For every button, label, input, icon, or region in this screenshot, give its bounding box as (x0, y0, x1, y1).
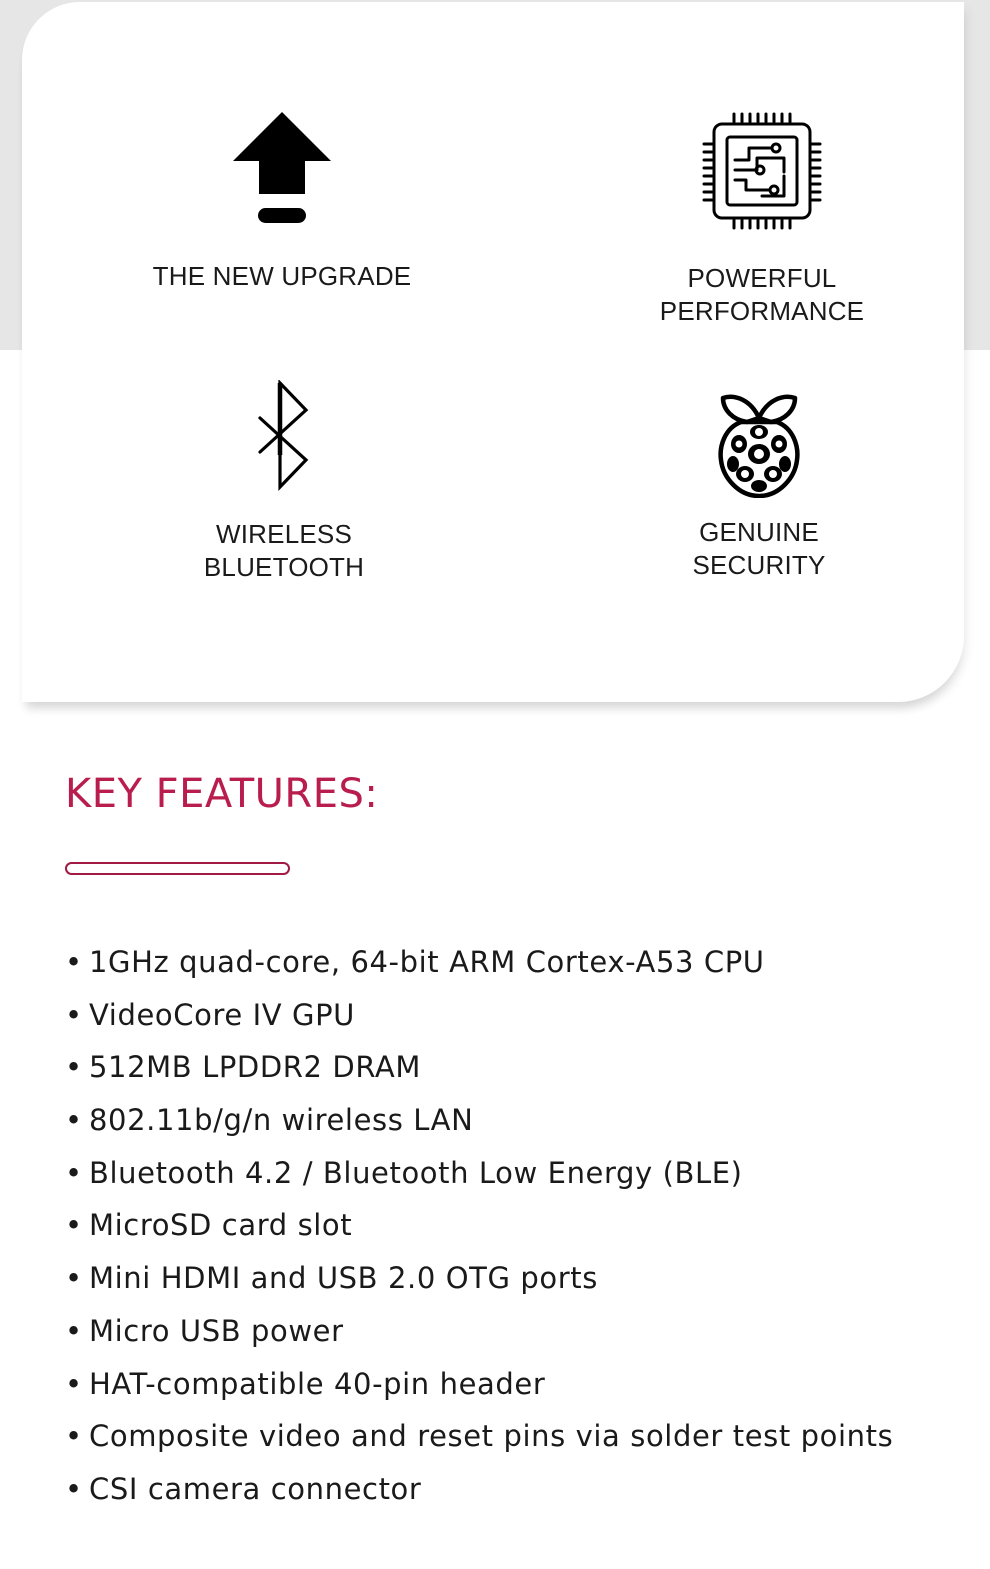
bullet: • (65, 1366, 83, 1401)
list-item-text: CSI camera connector (89, 1471, 422, 1506)
feature-new-upgrade (132, 112, 432, 293)
bullet: • (65, 1155, 83, 1190)
list-item-text: VideoCore IV GPU (89, 997, 355, 1032)
bullet: • (65, 1208, 83, 1243)
feature-wireless-bluetooth (134, 380, 434, 584)
list-item (65, 1358, 893, 1411)
list-item (65, 1305, 893, 1358)
arrow-up-icon (232, 112, 332, 224)
bullet: • (65, 1103, 83, 1138)
heading-underline-bar (65, 862, 290, 875)
bullet: • (65, 997, 83, 1032)
cpu-chip-icon (702, 112, 822, 230)
key-features-list (65, 936, 893, 1516)
bullet: • (65, 1419, 83, 1454)
list-item-text: HAT-compatible 40-pin header (89, 1366, 546, 1401)
bullet: • (65, 1313, 83, 1348)
feature-label: POWERFUL PERFORMANCE (659, 263, 865, 326)
list-item (65, 1147, 893, 1200)
list-item-text: Composite video and reset pins via solder test points (89, 1419, 894, 1454)
feature-label: GENUINE SECURITY (692, 517, 826, 580)
bullet: • (65, 1261, 83, 1296)
bullet: • (65, 1471, 83, 1506)
list-item (65, 1463, 893, 1516)
list-item-text: Mini HDMI and USB 2.0 OTG ports (89, 1261, 598, 1296)
list-item-text: 1GHz quad-core, 64-bit ARM Cortex-A53 CPU (89, 945, 765, 979)
list-item-text: Bluetooth 4.2 / Bluetooth Low Energy (BLE) (89, 1155, 743, 1190)
bullet: • (65, 1050, 83, 1085)
features-card (22, 2, 964, 702)
feature-powerful-performance (612, 112, 912, 328)
list-item (65, 1199, 893, 1252)
list-item-text: MicroSD card slot (89, 1208, 353, 1243)
feature-genuine-security (609, 392, 909, 582)
bullet: • (65, 945, 83, 979)
feature-label: THE NEW UPGRADE (152, 261, 412, 291)
list-item (65, 1094, 893, 1147)
list-item-text: 512MB LPDDR2 DRAM (89, 1050, 421, 1085)
list-item-text: 802.11b/g/n wireless LAN (89, 1103, 474, 1138)
bluetooth-icon (256, 380, 312, 492)
list-item-text: Micro USB power (89, 1313, 344, 1348)
raspberry-icon (717, 392, 801, 498)
list-item (65, 989, 893, 1042)
feature-label: WIRELESS BLUETOOTH (203, 519, 365, 582)
list-item (65, 936, 893, 989)
list-item (65, 1041, 893, 1094)
key-features-heading: KEY FEATURES: (65, 771, 379, 817)
list-item (65, 1410, 893, 1463)
list-item (65, 1252, 893, 1305)
